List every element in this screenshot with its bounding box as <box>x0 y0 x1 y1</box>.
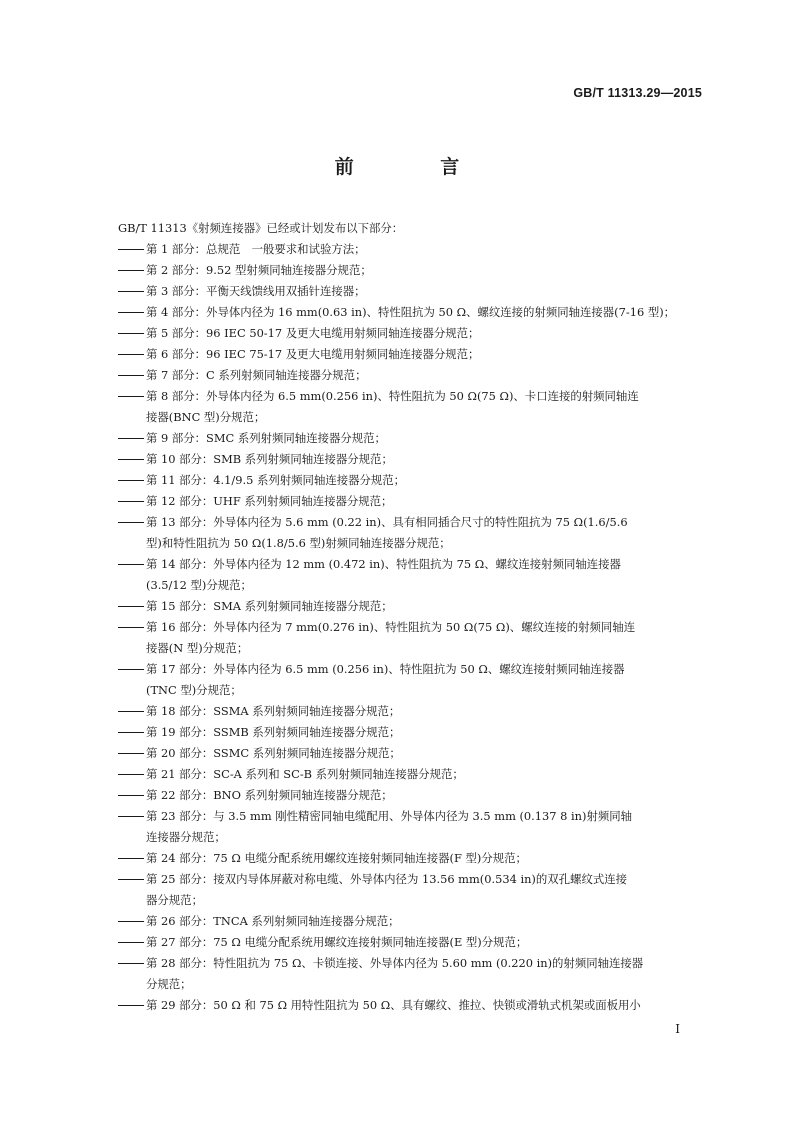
list-item-text: 第 17 部分：外导体内径为 6.5 mm (0.256 in)、特性阻抗为 50 Ω、螺纹连接射频同轴连接器 <box>146 662 625 676</box>
list-item-text: 第 12 部分：UHF 系列射频同轴连接器分规范； <box>146 494 393 508</box>
list-item-continuation: 型)和特性阻抗为 50 Ω(1.8/5.6 型)射频同轴连接器分规范； <box>146 536 451 550</box>
list-item <box>118 932 704 953</box>
list-item-text: 第 4 部分：外导体内径为 16 mm(0.63 in)、特性阻抗为 50 Ω、螺纹连接的射频同轴连接器(7-16 型)； <box>146 305 676 319</box>
em-dash-marker <box>118 501 144 502</box>
list-item <box>118 491 704 512</box>
list-item <box>118 554 704 596</box>
list-item-text: 第 2 部分：9.52 型射频同轴连接器分规范； <box>146 263 372 277</box>
em-dash-marker <box>118 669 144 670</box>
list-item-continuation: (3.5/12 型)分规范； <box>146 578 252 592</box>
em-dash-marker <box>118 879 144 880</box>
list-item-text: 第 15 部分：SMA 系列射频同轴连接器分规范； <box>146 599 393 613</box>
list-item <box>118 659 704 701</box>
list-item-text: 第 29 部分：50 Ω 和 75 Ω 用特性阻抗为 50 Ω、具有螺纹、推拉、快锁或滑轨式机架或面板用小 <box>146 998 641 1012</box>
em-dash-marker <box>118 963 144 964</box>
list-item <box>118 260 704 281</box>
list-item-text: 第 20 部分：SSMC 系列射频同轴连接器分规范； <box>146 746 401 760</box>
list-item <box>118 365 704 386</box>
list-item-text: 第 6 部分：96 IEC 75-17 及更大电缆用射频同轴连接器分规范； <box>146 347 480 361</box>
list-item <box>118 323 704 344</box>
em-dash-marker <box>118 564 144 565</box>
list-item <box>118 911 704 932</box>
em-dash-marker <box>118 270 144 271</box>
list-item <box>118 428 704 449</box>
list-item <box>118 869 704 911</box>
em-dash-marker <box>118 1005 144 1006</box>
list-item-text: 第 14 部分：外导体内径为 12 mm (0.472 in)、特性阻抗为 75 Ω、螺纹连接射频同轴连接器 <box>146 557 621 571</box>
em-dash-marker <box>118 711 144 712</box>
list-item-text: 第 3 部分：平衡天线馈线用双插针连接器； <box>146 284 366 298</box>
em-dash-marker <box>118 480 144 481</box>
list-item-continuation: (TNC 型)分规范； <box>146 683 242 697</box>
list-item <box>118 449 704 470</box>
em-dash-marker <box>118 249 144 250</box>
list-item <box>118 302 704 323</box>
list-item-continuation: 连接器分规范； <box>146 830 226 844</box>
list-item <box>118 785 704 806</box>
em-dash-marker <box>118 816 144 817</box>
list-item-text: 第 24 部分：75 Ω 电缆分配系统用螺纹连接射频同轴连接器(F 型)分规范； <box>146 851 527 865</box>
em-dash-marker <box>118 732 144 733</box>
standard-number: GB/T 11313.29—2015 <box>573 86 702 100</box>
list-item-text: 第 22 部分：BNO 系列射频同轴连接器分规范； <box>146 788 393 802</box>
list-item <box>118 722 704 743</box>
list-item-text: 第 28 部分：特性阻抗为 75 Ω、卡锁连接、外导体内径为 5.60 mm (0.220 in)的射频同轴连接器 <box>146 956 644 970</box>
list-item <box>118 701 704 722</box>
list-item <box>118 281 704 302</box>
list-item <box>118 848 704 869</box>
list-item-text: 第 23 部分：与 3.5 mm 刚性精密同轴电缆配用、外导体内径为 3.5 mm (0.137 8 in)射频同轴 <box>146 809 633 823</box>
em-dash-marker <box>118 753 144 754</box>
em-dash-marker <box>118 795 144 796</box>
em-dash-marker <box>118 627 144 628</box>
list-item <box>118 743 704 764</box>
em-dash-marker <box>118 291 144 292</box>
list-item-text: 第 8 部分：外导体内径为 6.5 mm(0.256 in)、特性阻抗为 50 Ω(75 Ω)、卡口连接的射频同轴连 <box>146 389 639 403</box>
list-item-text: 第 9 部分：SMC 系列射频同轴连接器分规范； <box>146 431 386 445</box>
em-dash-marker <box>118 312 144 313</box>
list-item <box>118 239 704 260</box>
list-item <box>118 953 704 995</box>
list-item-text: 第 7 部分：C 系列射频同轴连接器分规范； <box>146 368 367 382</box>
em-dash-marker <box>118 942 144 943</box>
list-item-text: 第 27 部分：75 Ω 电缆分配系统用螺纹连接射频同轴连接器(E 型)分规范； <box>146 935 528 949</box>
em-dash-marker <box>118 459 144 460</box>
list-item <box>118 386 704 428</box>
parts-list <box>118 239 704 1016</box>
em-dash-marker <box>118 921 144 922</box>
document-body <box>118 218 704 1016</box>
list-item <box>118 617 704 659</box>
em-dash-marker <box>118 774 144 775</box>
list-item-continuation: 器分规范； <box>146 893 203 907</box>
list-item-text: 第 16 部分：外导体内径为 7 mm(0.276 in)、特性阻抗为 50 Ω(75 Ω)、螺纹连接的射频同轴连 <box>146 620 636 634</box>
em-dash-marker <box>118 858 144 859</box>
em-dash-marker <box>118 375 144 376</box>
list-item <box>118 995 704 1016</box>
em-dash-marker <box>118 396 144 397</box>
em-dash-marker <box>118 606 144 607</box>
em-dash-marker <box>118 438 144 439</box>
list-item-text: 第 26 部分：TNCA 系列射频同轴连接器分规范； <box>146 914 400 928</box>
list-item <box>118 512 704 554</box>
list-item-continuation: 接器(N 型)分规范； <box>146 641 249 655</box>
list-item-continuation: 分规范； <box>146 977 192 991</box>
em-dash-marker <box>118 333 144 334</box>
list-item-text: 第 5 部分：96 IEC 50-17 及更大电缆用射频同轴连接器分规范； <box>146 326 480 340</box>
list-item-text: 第 21 部分：SC-A 系列和 SC-B 系列射频同轴连接器分规范； <box>146 767 464 781</box>
list-item-text: 第 25 部分：接双内导体屏蔽对称电缆、外导体内径为 13.56 mm(0.534 in)的双孔螺纹式连接 <box>146 872 628 886</box>
list-item-text: 第 1 部分：总规范 一般要求和试验方法； <box>146 242 366 256</box>
list-item <box>118 764 704 785</box>
em-dash-marker <box>118 522 144 523</box>
list-item-text: 第 19 部分：SSMB 系列射频同轴连接器分规范； <box>146 725 401 739</box>
page-title: 前 言 <box>334 156 500 178</box>
list-item-continuation: 接器(BNC 型)分规范； <box>146 410 266 424</box>
list-item-text: 第 13 部分：外导体内径为 5.6 mm (0.22 in)、具有相同插合尺寸的特性阻抗为 75 Ω(1.6/5.6 <box>146 515 628 529</box>
page-number: I <box>675 1022 680 1036</box>
list-item-text: 第 10 部分：SMB 系列射频同轴连接器分规范； <box>146 452 393 466</box>
list-item-text: 第 11 部分：4.1/9.5 系列射频同轴连接器分规范； <box>146 473 406 487</box>
em-dash-marker <box>118 354 144 355</box>
list-item <box>118 806 704 848</box>
list-item-text: 第 18 部分：SSMA 系列射频同轴连接器分规范； <box>146 704 401 718</box>
list-item <box>118 470 704 491</box>
list-item <box>118 596 704 617</box>
list-item <box>118 344 704 365</box>
intro-paragraph: GB/T 11313《射频连接器》已经或计划发布以下部分： <box>118 221 404 235</box>
